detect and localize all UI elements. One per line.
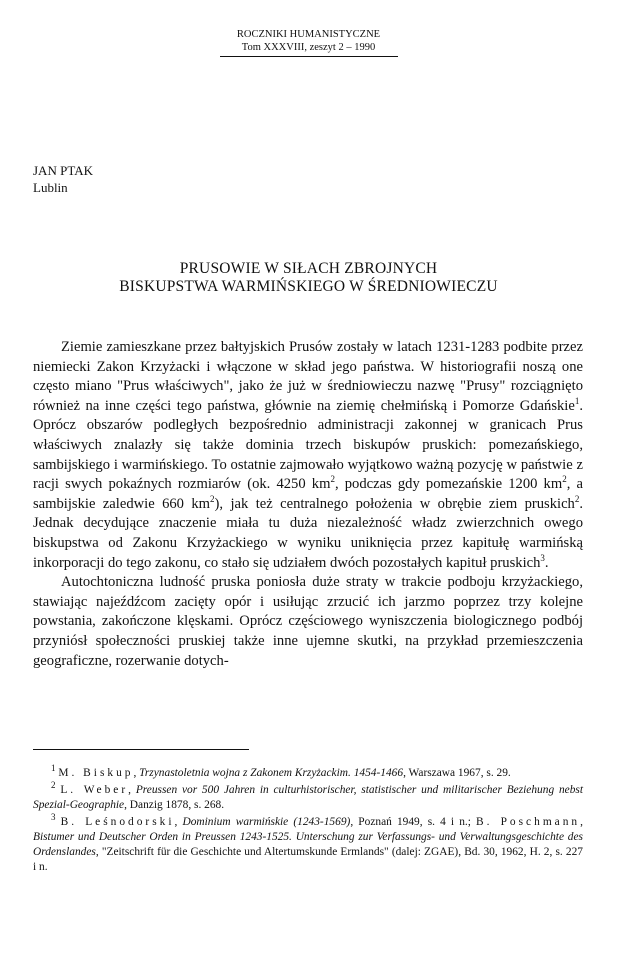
- header-rule: [220, 56, 398, 57]
- footnote-title: Dominium warmińskie (1243-1569): [182, 816, 351, 828]
- text-run: .: [544, 554, 549, 571]
- running-header: [0, 28, 617, 57]
- superscript: 2: [562, 474, 567, 485]
- footnote-author: L. Weber: [60, 784, 129, 796]
- title-line-2: BISKUPSTWA WARMIŃSKIEGO W ŚREDNIOWIECZU: [119, 278, 498, 295]
- author-block: [33, 162, 93, 196]
- title-line-1: PRUSOWIE W SIŁACH ZBROJNYCH: [179, 260, 438, 277]
- footnote-mid: , Poznań 1949, s. 4 i n.;: [350, 816, 477, 828]
- article-body: [33, 338, 583, 671]
- text-run: . Oprócz obszarów podległych bezpośrednio administracji zakonnej w granicach Prus właściwych znalazły się także dominia trzech biskupów pruskich: pomezańskiego, sambijskiego i warmińskiego. To ostatnie zajmowało wyjątkowo ważną pozycję w państwie z racji swych pokaźnych rozmiarów (ok. 4250 km: [33, 397, 583, 493]
- text-run: ), jak też centralnego położenia w obrębie ziem pruskich: [214, 495, 575, 512]
- footnote-number: 2: [51, 780, 56, 791]
- footnote-number: 1: [51, 763, 56, 774]
- text-run: Ziemie zamieszkane przez bałtyjskich Prusów zostały w latach 1231-1283 podbite przez niemiecki Zakon Krzyżacki i włączone w skład jego państwa. W historiografii noszą one często miano "Prus właściwych", jako że już w średniowieczu nazwę "Prusy" rozciągnięto również na inne części tego państwa, głównie na ziemię chełmińską i Pomorze Gdańskie: [33, 339, 583, 414]
- footnote-author: B. Leśnodorski: [60, 816, 175, 828]
- footnote-rest: , "Zeitschrift für die Geschichte und Altertumskunde Ermlands" (dalej: ZGAE), Bd. 30, 1962, H. 2, s. 227 i n.: [33, 846, 583, 873]
- superscript: 2: [330, 474, 335, 485]
- footnote-ref-2[interactable]: 2: [574, 493, 580, 504]
- author-affiliation: Lublin: [33, 180, 68, 195]
- text-run: , podczas gdy pomezańskie 1200 km: [334, 476, 563, 493]
- footnote-title: Trzynastoletnia wojna z Zakonem Krzyżackim. 1454-1466: [139, 767, 404, 779]
- footnote-1: $^1$ M. Biskup, Trzynastoletnia wojna z Zakonem Krzyżackim. 1454-1466, Warszawa 1967, s. 29.: [51, 763, 511, 779]
- footnote-author-2: B. Poschmann: [476, 816, 581, 828]
- footnote-author: M. Biskup: [58, 767, 134, 779]
- footnote-rest: , Warszawa 1967, s. 29.: [403, 767, 511, 779]
- author-name: JAN PTAK: [33, 163, 93, 178]
- text-run: . Jednak decydujące znaczenie miała tu duża niezależność władz zwierzchnich owego biskupstwa od Zakonu Krzyżackiego w wyniku uniknięcia przez kapitułę warmińską inkorporacji do tego zakonu, co stało się udziałem dwóch pozostałych kapituł pruskich: [33, 495, 584, 571]
- superscript: 2: [210, 493, 215, 504]
- volume-info: Tom XXXVIII, zeszyt 2 – 1990: [241, 42, 376, 53]
- text-run: , a sambijskie zaledwie 660 km: [33, 476, 583, 512]
- footnote-2: $^2$ L. Weber, Preussen vor 500 Jahren in culturhistorischer, statistischer und militarischer Beziehung nebst Spezial-Geographie, Danzig 1878, s. 268.: [33, 780, 583, 811]
- journal-name: ROCZNIKI HUMANISTYCZNE: [236, 29, 381, 40]
- footnote-rest: , Danzig 1878, s. 268.: [124, 799, 225, 811]
- footnote-ref-3[interactable]: 3: [540, 552, 545, 563]
- paragraph-1: [33, 338, 583, 573]
- footnote-title-2: Bistumer und Deutscher Orden in Preussen 1243-1525. Unterschung zur Verfassungs- und Verwaltungsgeschichte des Ordenslandes: [33, 831, 583, 858]
- footnotes: [33, 763, 583, 877]
- paragraph-2: Autochtoniczna ludność pruska poniosła duże straty w trakcie podboju krzyżackiego, stawiając najeźdźcom zacięty opór i usiłując zrzucić ich jarzmo poprzez trzy kolejne powstania, zakończone klęskami. Oprócz częściowego wyniszczenia biologicznego podbój przyniósł społeczności pruskiej także inne ujemne skutki, na przykład przemieszczenia geograficzne, rozerwanie dotych-: [33, 574, 583, 669]
- footnote-3: $^3$ B. Leśnodorski, Dominium warmińskie (1243-1569), Poznań 1949, s. 4 i n.; B. Poschmann, Bistumer und Deutscher Orden in Preussen 1243-1525. Unterschung zur Verfassungs- und Verwaltungsgeschichte des Ordenslandes, "Zeitschrift für die Geschichte und Altertumskunde Ermlands" (dalej: ZGAE), Bd. 30, 1962, H. 2, s. 227 i n.: [33, 812, 583, 873]
- footnote-number: 3: [51, 812, 56, 823]
- footnote-ref-1[interactable]: 1: [574, 395, 580, 406]
- article-title: [0, 260, 617, 296]
- footnote-separator: [33, 749, 249, 750]
- footnote-title: Preussen vor 500 Jahren in culturhistorischer, statistischer und militarischer Beziehung nebst Spezial-Geographie: [33, 784, 583, 811]
